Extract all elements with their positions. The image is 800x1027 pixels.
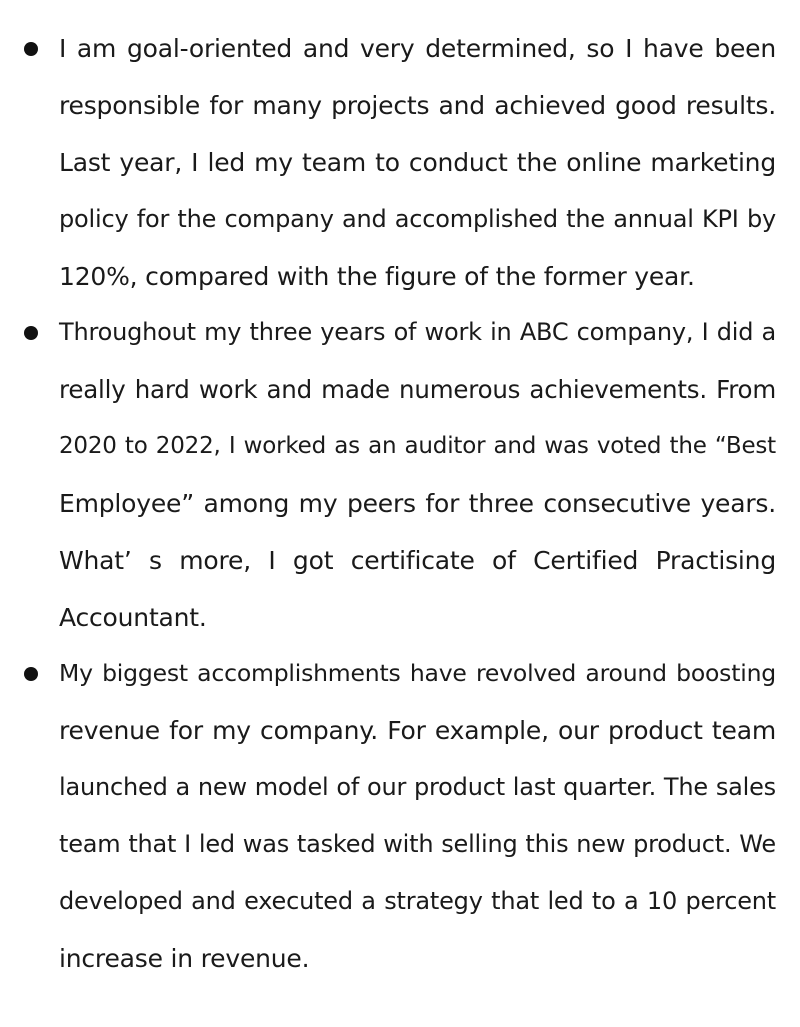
text-line: What’ s more, I got certificate of Certified Practising (59, 546, 776, 575)
paragraph (59, 645, 776, 987)
text-line: revenue for my company. For example, our product team (59, 716, 776, 745)
text-line: 2020 to 2022, I worked as an auditor and was voted the “Best (59, 433, 776, 459)
text-line: Accountant. (59, 603, 207, 632)
bullet-icon (24, 326, 38, 340)
text-line: team that I led was tasked with selling this new product. We (59, 830, 776, 858)
text-line: Employee” among my peers for three consecutive years. (59, 489, 776, 518)
text-line: Throughout my three years of work in ABC company, I did a (59, 318, 776, 346)
text-line: My biggest accomplishments have revolved around boosting (59, 659, 776, 687)
text-line: really hard work and made numerous achievements. From (59, 375, 776, 404)
bullet-icon (24, 667, 38, 681)
text-line: 120%, compared with the figure of the former year. (59, 262, 695, 291)
text-line: launched a new model of our product last quarter. The sales (59, 773, 776, 801)
text-line: policy for the company and accomplished the annual KPI by (59, 205, 776, 233)
text-line: I am goal-oriented and very determined, so I have been (59, 34, 776, 63)
paragraph (59, 20, 776, 305)
bullet-icon (24, 42, 38, 56)
text-line: responsible for many projects and achieved good results. (59, 91, 776, 120)
text-line: developed and executed a strategy that led to a 10 percent (59, 887, 776, 915)
text-line: increase in revenue. (59, 944, 310, 973)
paragraph (59, 304, 776, 646)
text-line: Last year, I led my team to conduct the online marketing (59, 148, 776, 177)
